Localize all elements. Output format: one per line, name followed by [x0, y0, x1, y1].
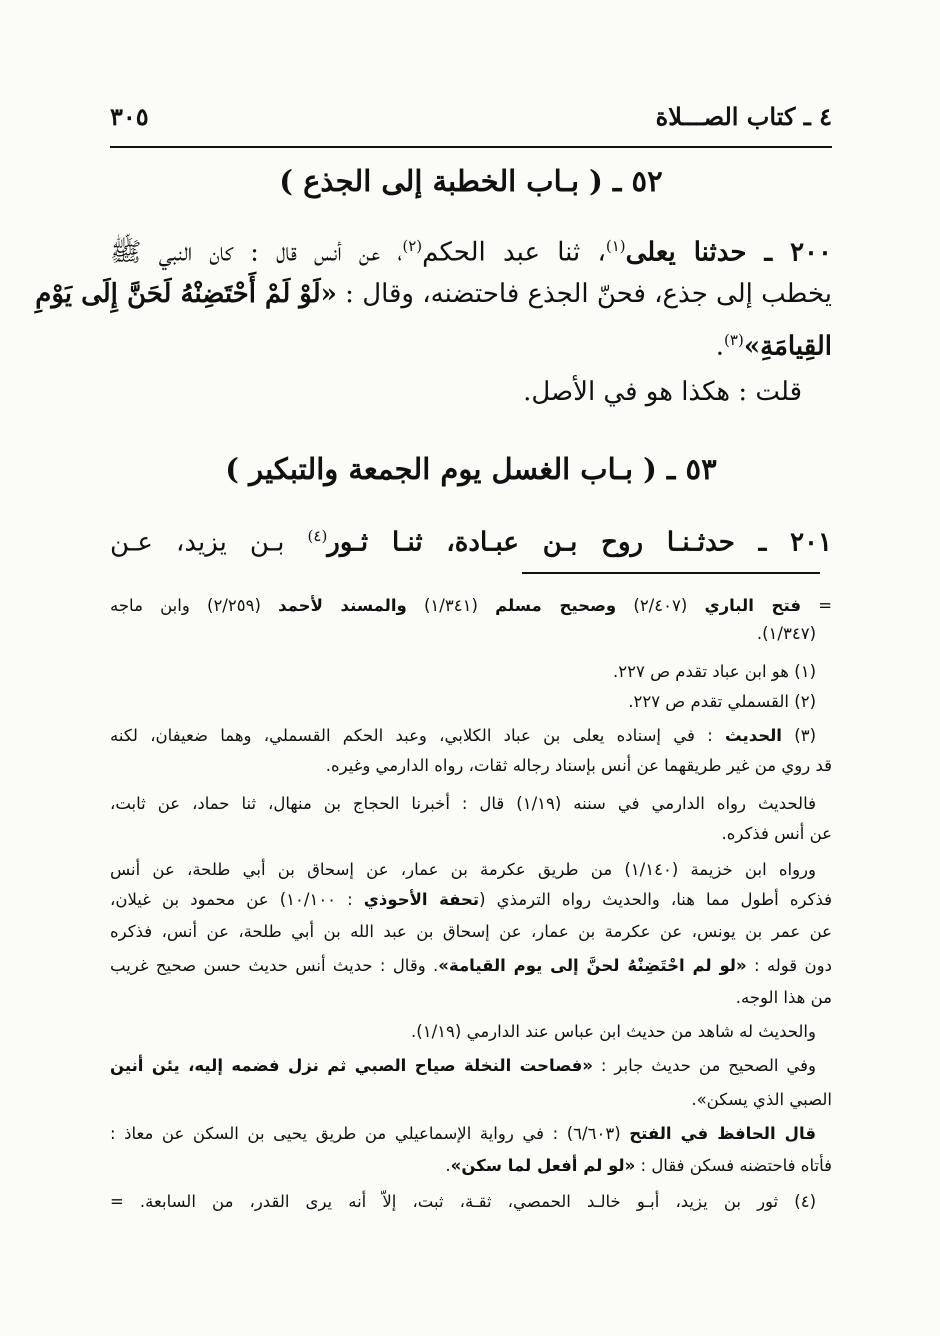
- footnote-separator: [522, 572, 820, 574]
- period: .: [445, 1156, 451, 1175]
- hadith-201-text: ٢٠١ ـ حدثـنـا روح بـن عبـادة، ثنـا ثـور: [327, 527, 832, 558]
- author-note: قلت : هكذا هو في الأصل.: [523, 377, 802, 407]
- footnote-continued-line-1: [110, 592, 832, 620]
- footnote-2: (٢) القسملي تقدم ص ٢٢٧.: [628, 692, 816, 711]
- hadith-200-line-3: [110, 320, 832, 367]
- prophetic-saying-end: القِيامَةِ»: [743, 331, 832, 362]
- reference: (١/٣٤١): [406, 596, 496, 615]
- section-heading-53: ٥٣ ـ ( بـاب الغسل يوم الجمعة والتبكير ): [225, 452, 717, 486]
- footnote-ref-1: (١): [605, 237, 626, 255]
- period: .: [715, 331, 725, 362]
- hadith-200-line-1: [110, 226, 832, 273]
- hadith-200-text: ، ثنا عبد الحكم: [422, 237, 606, 268]
- footnote-3-line-3: فالحديث رواه الدارمي في سننه (١/١٩) قال : أخبرنا الحجاج بن منهال، ثنا حماد، عن ثابت،: [110, 794, 817, 813]
- footnote-3-line-11: [110, 1052, 816, 1080]
- footnote-3-line-14: [110, 1152, 832, 1180]
- continuation-mark: =: [801, 596, 833, 615]
- page-number: ٣٠٥: [110, 102, 149, 131]
- footnote-text: فأتاه فاحتضنه فسكن فقال :: [635, 1156, 832, 1175]
- footnote-3-line-5: ورواه ابن خزيمة (١/١٤٠) من طريق عكرمة بن عمار، عن إسحاق بن أبي طلحة، عن أنس: [110, 860, 816, 879]
- hadith-200-text: يخطب إلى جذع، فحنّ الجذع فاحتضنه، وقال :: [336, 279, 832, 309]
- source-title: تحفة الأحوذي: [363, 890, 480, 909]
- footnote-text: : ١٠/١٠٠) عن محمود بن غيلان،: [110, 890, 364, 909]
- footnote-3-line-12: الصبي الذي يسكن».: [691, 1090, 832, 1109]
- footnote-1: (١) هو ابن عباد تقدم ص ٢٢٧.: [613, 662, 816, 681]
- hadith-200-number-text: ٢٠٠ ـ حدثنا يعلى: [625, 237, 832, 268]
- footnote-3-line-2: قد روي من غير طريقهما عن أنس بإسناد رجاله ثقات، رواه الدارمي وغيره.: [325, 756, 832, 775]
- source-title: والمسند لأحمد: [278, 596, 407, 615]
- hadith-200-line-2: [35, 274, 832, 314]
- footnote-text: وفي الصحيح من حديث جابر :: [592, 1056, 816, 1075]
- quoted-saying: «لو لم احْتَضِنْهُ لحنَّ إلى يوم القيامة»: [438, 956, 747, 975]
- footnote-3-line-9: من هذا الوجه.: [735, 988, 832, 1007]
- footnote-3-line-4: عن أنس فذكره.: [721, 824, 832, 843]
- quoted-saying: «لو لم أفعل لما سكن»: [450, 1156, 636, 1175]
- footnote-text: : في إسناده يعلى بن عباد الكلابي، وعبد الحكم القسملي، وهما ضعيفان، لكنه: [110, 726, 726, 745]
- footnote-text: . وقال : حديث أنس حديث حسن صحيح غريب: [110, 956, 439, 975]
- footnote-3-line-7: عن عمر بن يونس، عن عكرمة بن عمار، عن إسحاق بن عبد الله بن أبي طلحة، عن أنس، فذكره: [110, 922, 832, 941]
- page-header: [110, 98, 832, 138]
- footnote-text: (٦/٦٠٣) : في رواية الإسماعيلي من طريق يحيى بن السكن عن معاذ :: [110, 1124, 630, 1143]
- reference: (٢/٤٠٧): [616, 596, 705, 615]
- source-title: فتح الباري: [704, 596, 801, 615]
- footnote-3-line-13: [110, 1120, 816, 1148]
- reference: (٢/٢٥٩) وابن ماجه: [110, 596, 279, 615]
- header-rule: [110, 146, 832, 148]
- footnote-4: (٤) ثور بن يزيد، أبـو خالـد الحمصي، ثقـة، ثبت، إلاّ أنه يرى القدر، من السابعة. =: [110, 1192, 816, 1211]
- footnote-ref-3: (٣): [724, 331, 744, 349]
- footnote-text: فذكره أطول مما هنا، والحديث رواه الترمذي (: [479, 890, 832, 909]
- footnote-3-line-1: [110, 722, 816, 750]
- prophetic-saying: «لَوْ لَمْ أَحْتَضِنْهُ لَحَنَّ إِلَى يَوْمِ: [35, 279, 337, 309]
- footnote-3-line-8: [110, 952, 832, 980]
- footnote-text: دون قوله :: [746, 956, 832, 975]
- hadith-200-text: ، عن أنس قال : كان النبي ﷺ: [110, 237, 403, 268]
- footnote-continued-line-2: (١/٣٤٧).: [756, 624, 816, 643]
- hadith-201-line-1: [110, 516, 832, 563]
- section-heading-52: ٥٢ ـ ( بـاب الخطبة إلى الجذع ): [279, 164, 663, 198]
- footnote-number: (٣): [781, 726, 816, 745]
- source-title: قال الحافظ في الفتح: [629, 1124, 817, 1143]
- footnote-3-line-10: والحديث له شاهد من حديث ابن عباس عند الدارمي (١/١٩).: [411, 1022, 816, 1041]
- footnote-keyword: الحديث: [725, 726, 782, 745]
- hadith-201-text: بـن يزيد، عـن: [110, 527, 308, 558]
- source-title: وصحيح مسلم: [495, 596, 617, 615]
- footnote-3-line-6: [110, 886, 832, 914]
- quoted-saying: «فصاحت النخلة صياح الصبي ثم نزل فضمه إليه، يئن أنين: [110, 1056, 593, 1075]
- footnote-ref-2: (٢): [402, 237, 423, 255]
- footnote-ref-4: (٤): [307, 527, 328, 545]
- running-title: ٤ ـ كتاب الصـــلاة: [655, 102, 832, 131]
